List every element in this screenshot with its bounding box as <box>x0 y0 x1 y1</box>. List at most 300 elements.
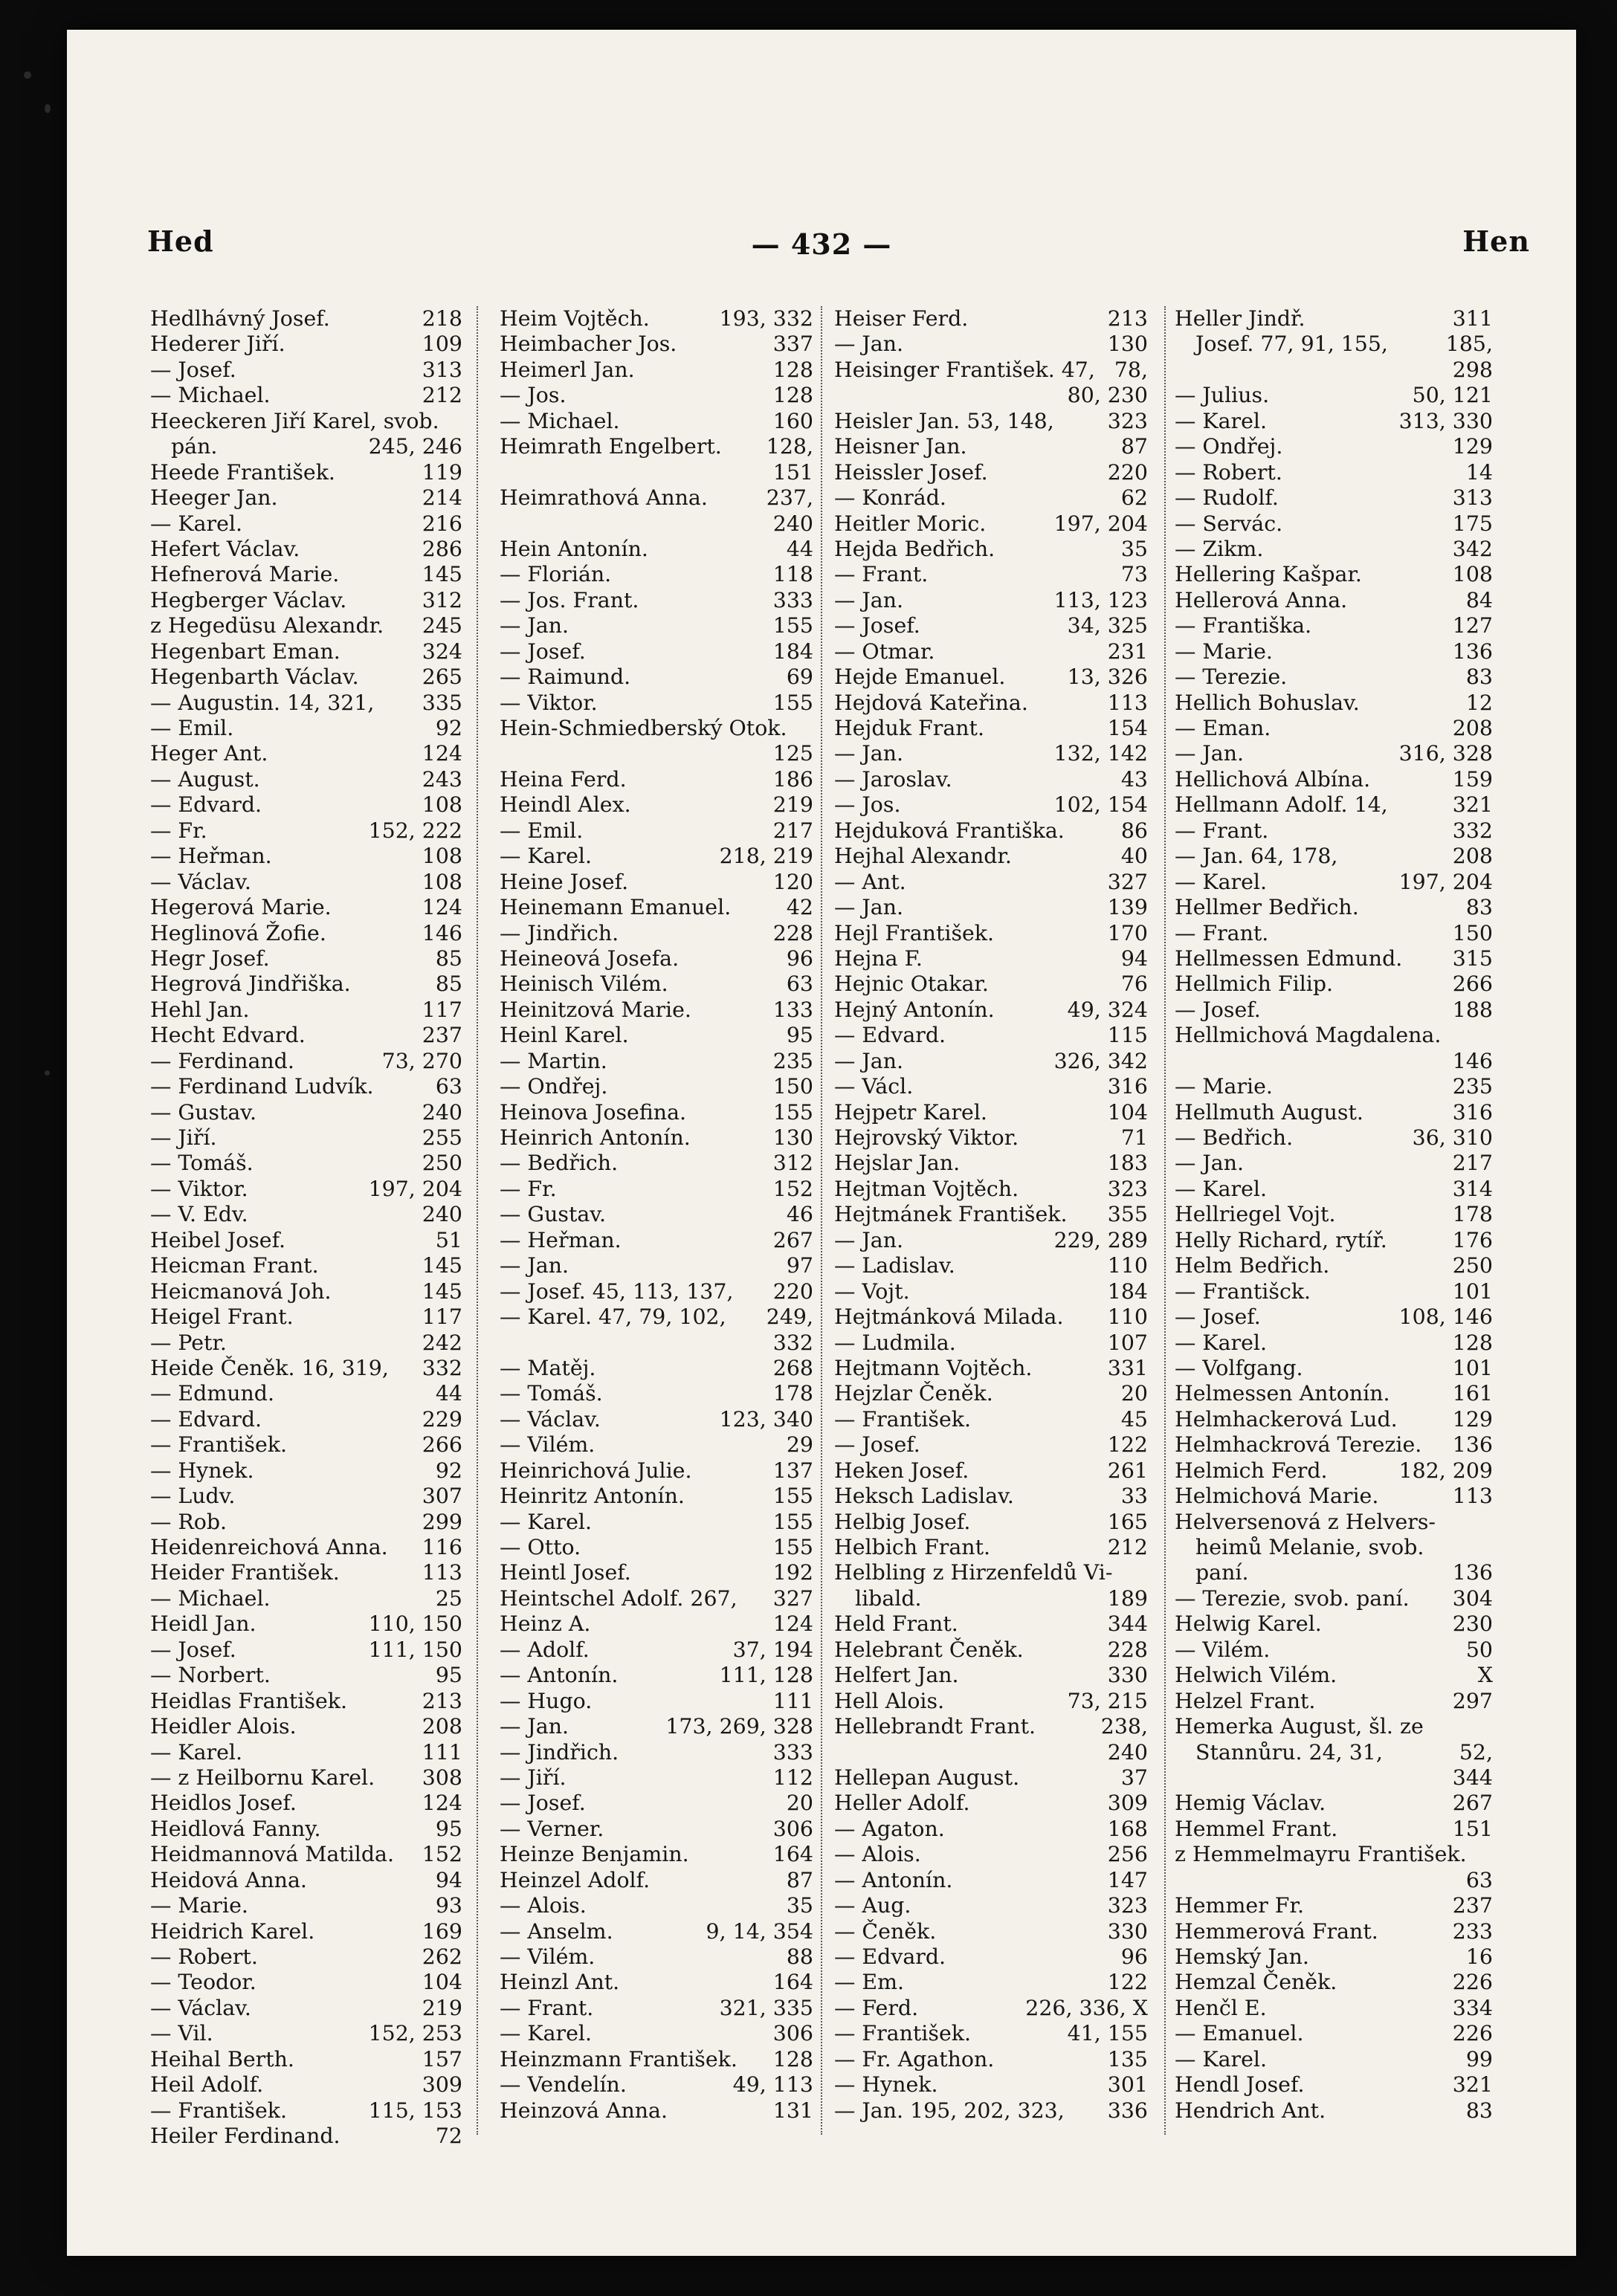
index-entry <box>500 613 813 638</box>
index-entry <box>500 383 813 408</box>
entry-name: Hellering Kašpar. <box>1175 562 1362 587</box>
index-entry <box>1175 537 1493 562</box>
index-entry <box>150 946 462 971</box>
index-entry <box>1175 511 1493 537</box>
index-entry <box>150 1817 462 1842</box>
index-entry <box>834 1458 1148 1484</box>
index-entry <box>1175 1177 1493 1202</box>
index-entry <box>1175 1228 1493 1253</box>
entry-pages: 313 <box>422 357 462 382</box>
entry-pages: 113, 123 <box>1053 587 1148 612</box>
index-entry <box>150 997 462 1023</box>
entry-name: Hegr Josef. <box>150 945 270 971</box>
index-entry <box>150 1944 462 1970</box>
entry-name: Helbich Frant. <box>834 1535 991 1559</box>
entry-name: Heinz A. <box>500 1611 591 1637</box>
index-entry <box>500 332 813 357</box>
entry-name: Heidová Anna. <box>150 1867 307 1892</box>
index-entry <box>834 1714 1148 1739</box>
entry-pages: 332 <box>1452 818 1493 843</box>
index-entry <box>500 639 813 664</box>
entry-pages: 154 <box>1107 716 1148 740</box>
index-entry <box>1175 1381 1493 1406</box>
entry-name: Heede František. <box>150 459 335 485</box>
index-entry <box>1175 332 1493 357</box>
index-entry <box>150 588 462 613</box>
entry-name: — Adolf. <box>500 1637 590 1662</box>
entry-pages: 115 <box>1107 1023 1148 1048</box>
index-entry <box>834 971 1148 997</box>
index-entry <box>834 1356 1148 1381</box>
entry-pages: 262 <box>422 1944 462 1969</box>
entry-name: Hellriegel Vojt. <box>1175 1202 1336 1227</box>
index-entry <box>150 1151 462 1176</box>
index-entry <box>1175 1049 1493 1074</box>
entry-pages: 13, 326 <box>1067 664 1148 690</box>
print-speck <box>24 71 31 79</box>
entry-pages: 298 <box>1452 357 1493 382</box>
index-entry <box>834 1560 1148 1585</box>
index-entry <box>150 1330 462 1356</box>
index-entry <box>1175 1458 1493 1484</box>
entry-pages: 20 <box>786 1791 813 1816</box>
entry-pages: 334 <box>1452 1995 1493 2020</box>
index-entry <box>1175 1586 1493 1611</box>
index-entry <box>1175 792 1493 818</box>
entry-pages: 182, 209 <box>1398 1458 1493 1483</box>
entry-name: Heeckeren Jiří Karel, svob. <box>150 408 439 433</box>
entry-pages: 316, 328 <box>1398 741 1493 766</box>
entry-pages: 173, 269, 328 <box>665 1714 813 1739</box>
entry-name: — Josef. <box>834 613 920 638</box>
entry-name: Heinritz Antonín. <box>500 1484 685 1509</box>
entry-name: Hellmichová Magdalena. <box>1175 1023 1442 1048</box>
entry-name: Helmich Ferd. <box>1175 1458 1328 1483</box>
index-entry <box>500 1381 813 1406</box>
print-speck <box>45 104 51 113</box>
entry-pages: 133 <box>772 997 813 1022</box>
entry-name: Heimbacher Jos. <box>500 332 677 357</box>
entry-pages: 96 <box>1120 1944 1148 1969</box>
index-entry <box>150 1432 462 1458</box>
entry-name: Heicmanová Joh. <box>150 1278 332 1304</box>
entry-pages: 297 <box>1452 1688 1493 1713</box>
index-entry <box>500 511 813 537</box>
entry-name: Heiler Ferdinand. <box>150 2124 340 2149</box>
entry-pages: 321 <box>1452 2072 1493 2098</box>
entry-name: — Vendelín. <box>500 2072 627 2098</box>
entry-pages: 316 <box>1452 1099 1493 1125</box>
entry-name: — Alois. <box>834 1842 921 1867</box>
entry-name: — Ladislav. <box>834 1253 955 1278</box>
entry-name: Heisinger František. 47, <box>834 357 1095 382</box>
entry-pages: 92 <box>435 1458 462 1483</box>
entry-name: Helwich Vilém. <box>1175 1663 1337 1688</box>
index-entry <box>834 946 1148 971</box>
entry-pages: 240 <box>1107 1739 1148 1765</box>
index-entry <box>1175 1996 1493 2021</box>
entry-name: Hellebrandt Frant. <box>834 1714 1036 1739</box>
index-entry <box>834 1842 1148 1867</box>
entry-name: — Karel. <box>150 1739 243 1765</box>
entry-name: Heinzel Adolf. <box>500 1867 651 1892</box>
entry-pages: 136 <box>1452 1432 1493 1458</box>
index-entry <box>150 1919 462 1944</box>
entry-name: Hejde Emanuel. <box>834 664 1006 690</box>
entry-name: — Agaton. <box>834 1816 945 1841</box>
entry-pages: 43 <box>1120 766 1148 792</box>
entry-name: Heina Ferd. <box>500 766 627 792</box>
entry-pages: 50, 121 <box>1412 383 1493 408</box>
entry-name: — Emil. <box>500 818 584 843</box>
index-entry <box>150 1125 462 1151</box>
entry-pages: 145 <box>422 1253 462 1278</box>
entry-pages: 186 <box>772 766 813 792</box>
index-entry <box>500 1868 813 1893</box>
entry-pages: 237, <box>766 485 813 511</box>
entry-name: Helebrant Čeněk. <box>834 1637 1024 1662</box>
entry-pages: 176 <box>1452 1227 1493 1252</box>
entry-name: Heidmannová Matilda. <box>150 1842 395 1867</box>
entry-pages: 333 <box>772 1739 813 1765</box>
entry-pages: 218 <box>422 306 462 331</box>
entry-name: Hell Alois. <box>834 1688 945 1713</box>
entry-pages: 327 <box>1107 869 1148 894</box>
entry-name: Hemmerová Frant. <box>1175 1918 1378 1944</box>
entry-name: — Karel. <box>1175 2046 1268 2072</box>
index-entry <box>1175 767 1493 792</box>
entry-pages: 160 <box>772 408 813 433</box>
entry-name: — František. <box>150 2098 287 2123</box>
entry-name: — Jan. <box>834 587 904 612</box>
entry-pages: 35 <box>786 1893 813 1918</box>
index-entry <box>150 691 462 716</box>
index-entry <box>1175 358 1493 383</box>
index-entry <box>834 1381 1148 1406</box>
index-entry <box>834 358 1148 383</box>
entry-name: Hejslar Jan. <box>834 1151 961 1176</box>
entry-name: — Verner. <box>500 1816 604 1841</box>
index-entry <box>834 1228 1148 1253</box>
index-entry <box>1175 485 1493 511</box>
entry-pages: 118 <box>772 562 813 587</box>
entry-name: — Volfgang. <box>1175 1355 1303 1380</box>
entry-pages: 306 <box>772 1816 813 1841</box>
index-entry <box>500 1151 813 1176</box>
entry-pages: 83 <box>1465 895 1493 920</box>
entry-name: Heintl Josef. <box>500 1560 631 1585</box>
entry-pages: 50 <box>1465 1637 1493 1662</box>
entry-name: — Jan. <box>1175 741 1245 766</box>
index-entry <box>150 767 462 792</box>
entry-pages: 146 <box>422 920 462 945</box>
entry-name: Heider František. <box>150 1560 340 1585</box>
index-entry <box>1175 613 1493 638</box>
entry-name: Heinze Benjamin. <box>500 1842 689 1867</box>
entry-pages: 124 <box>422 741 462 766</box>
entry-pages: 256 <box>1107 1842 1148 1867</box>
index-entry <box>150 1253 462 1278</box>
entry-name: Heimrath Engelbert. <box>500 434 722 459</box>
index-entry <box>500 1432 813 1458</box>
index-entry <box>150 1611 462 1637</box>
index-entry <box>150 1202 462 1227</box>
index-entry <box>150 2021 462 2046</box>
entry-name: — Karel. <box>500 2021 593 2046</box>
entry-pages: 219 <box>422 1995 462 2020</box>
index-entry <box>1175 844 1493 869</box>
entry-name: Heglinová Žofie. <box>150 920 326 945</box>
index-entry <box>500 664 813 690</box>
entry-pages: 44 <box>435 1381 462 1406</box>
entry-name: Hein-Schmiedberský Otok. <box>500 716 787 740</box>
entry-pages: 131 <box>772 2098 813 2123</box>
entry-pages: 268 <box>772 1355 813 1380</box>
index-entry <box>834 1817 1148 1842</box>
index-entry <box>834 485 1148 511</box>
index-entry <box>834 1432 1148 1458</box>
entry-name: — Aug. <box>834 1893 911 1918</box>
index-entry <box>1175 383 1493 408</box>
index-entry <box>834 2098 1148 2124</box>
entry-pages: 321, 335 <box>719 1995 813 2020</box>
entry-name: — Jos. Frant. <box>500 587 639 612</box>
entry-pages: 95 <box>435 1663 462 1688</box>
entry-pages: 152 <box>772 1176 813 1201</box>
index-entry <box>1175 1663 1493 1688</box>
entry-pages: 108 <box>1452 562 1493 587</box>
index-entry <box>1175 1919 1493 1944</box>
entry-pages: 128 <box>772 2046 813 2072</box>
entry-pages: 243 <box>422 766 462 792</box>
entry-name: — Servác. <box>1175 511 1283 536</box>
index-entry <box>500 1791 813 1816</box>
entry-name: — Bedřich. <box>1175 1125 1294 1150</box>
entry-name: Helbling z Hirzenfeldů Vi- <box>834 1560 1113 1585</box>
entry-name: Hemmel Frant. <box>1175 1816 1338 1841</box>
index-entry <box>1175 1611 1493 1637</box>
entry-pages: 129 <box>1452 434 1493 459</box>
entry-name: — Jan. 195, 202, 323, <box>834 2098 1065 2123</box>
entry-name: — Anselm. <box>500 1918 613 1944</box>
index-column-1 <box>150 306 462 2150</box>
entry-name: — Michael. <box>500 408 620 433</box>
entry-pages: 267 <box>772 1227 813 1252</box>
entry-name: Heidenreichová Anna. <box>150 1535 388 1559</box>
index-entry <box>500 946 813 971</box>
index-entry <box>150 613 462 638</box>
entry-pages: 151 <box>1452 1816 1493 1841</box>
entry-name: — Jiří. <box>150 1125 217 1150</box>
column-divider <box>477 306 478 2135</box>
index-entry <box>1175 1151 1493 1176</box>
index-entry <box>500 1817 813 1842</box>
entry-pages: 197, 204 <box>1398 869 1493 894</box>
index-entry <box>834 537 1148 562</box>
index-entry <box>150 1023 462 1048</box>
index-entry <box>834 332 1148 357</box>
entry-pages: 150 <box>772 1074 813 1099</box>
index-entry <box>1175 1510 1493 1535</box>
index-entry <box>1175 691 1493 716</box>
index-entry <box>1175 1535 1493 1560</box>
entry-pages: 85 <box>435 971 462 997</box>
index-entry <box>834 691 1148 716</box>
entry-name: — Josef. <box>500 1791 586 1816</box>
entry-name: Hemig Václav. <box>1175 1791 1326 1816</box>
entry-pages: 312 <box>422 587 462 612</box>
entry-name: Helmichová Marie. <box>1175 1484 1379 1509</box>
entry-pages: 342 <box>1452 536 1493 561</box>
entry-pages: 237 <box>422 1023 462 1048</box>
entry-pages: 330 <box>1107 1663 1148 1688</box>
entry-name: Hellepan August. <box>834 1765 1020 1790</box>
entry-name: Hedlhávný Josef. <box>150 306 330 331</box>
index-entry <box>500 1714 813 1739</box>
entry-name: — Jan. <box>834 895 904 920</box>
entry-pages: 110, 150 <box>368 1611 462 1637</box>
entry-name: Heinova Josefina. <box>500 1099 687 1125</box>
index-entry <box>150 1535 462 1560</box>
index-entry <box>150 1356 462 1381</box>
index-entry <box>150 971 462 997</box>
entry-name: Hejl František. <box>834 920 995 945</box>
entry-pages: 344 <box>1107 1611 1148 1637</box>
entry-pages: 228 <box>772 920 813 945</box>
entry-name: Helwig Karel. <box>1175 1611 1322 1637</box>
index-entry <box>1175 1125 1493 1151</box>
entry-name: — Vilém. <box>500 1944 596 1969</box>
entry-pages: 336 <box>1107 2098 1148 2123</box>
entry-name: — Václav. <box>150 1995 251 2020</box>
entry-name: Hemmer Fr. <box>1175 1893 1304 1918</box>
index-entry <box>150 1279 462 1304</box>
index-entry <box>500 1049 813 1074</box>
entry-name: Helmhackerová Lud. <box>1175 1406 1398 1432</box>
entry-name: Heinemann Emanuel. <box>500 895 732 920</box>
index-entry <box>1175 1407 1493 1432</box>
entry-name: Hefert Václav. <box>150 536 300 561</box>
index-entry <box>500 485 813 511</box>
index-entry <box>150 1970 462 1995</box>
entry-name: Heim Vojtěch. <box>500 306 650 331</box>
entry-name: Hederer Jiří. <box>150 332 285 357</box>
index-entry <box>1175 1791 1493 1816</box>
entry-pages: 299 <box>422 1509 462 1534</box>
index-entry <box>1175 2047 1493 2072</box>
entry-pages: 62 <box>1120 485 1148 511</box>
index-entry <box>150 1560 462 1585</box>
entry-name: — Jan. <box>834 1048 904 1073</box>
index-entry <box>500 2047 813 2072</box>
index-entry <box>1175 1740 1493 1765</box>
entry-pages: 220 <box>772 1278 813 1304</box>
entry-pages: 152, 253 <box>368 2021 462 2046</box>
index-entry <box>1175 2072 1493 2098</box>
index-entry <box>834 1023 1148 1048</box>
index-entry <box>150 1177 462 1202</box>
entry-pages: 152, 222 <box>368 818 462 843</box>
entry-pages: 115, 153 <box>368 2098 462 2123</box>
entry-pages: 80, 230 <box>1067 383 1148 408</box>
index-entry <box>1175 716 1493 741</box>
entry-pages: 189 <box>1107 1585 1148 1611</box>
entry-name: Heicman Frant. <box>150 1253 319 1278</box>
index-entry <box>150 921 462 946</box>
entry-name: Heintschel Adolf. 267, <box>500 1585 738 1611</box>
entry-pages: 9, 14, 354 <box>706 1918 813 1944</box>
entry-name: Hejtmann Vojtěch. <box>834 1355 1033 1380</box>
entry-name: — V. Edv. <box>150 1202 248 1227</box>
entry-name: — Marie. <box>150 1893 248 1918</box>
entry-name: — Antonín. <box>500 1663 619 1688</box>
index-entry <box>834 870 1148 895</box>
index-entry <box>834 409 1148 434</box>
entry-name: Hejtmánková Milada. <box>834 1304 1064 1330</box>
entry-name: — Fr. <box>500 1176 557 1201</box>
entry-pages: 155 <box>772 690 813 715</box>
entry-name: — Vojt. <box>834 1278 910 1304</box>
entry-name: — Karel. <box>1175 408 1268 433</box>
index-entry <box>1175 1432 1493 1458</box>
entry-name: Heinzl Ant. <box>500 1970 620 1995</box>
index-entry <box>500 1611 813 1637</box>
index-column-2 <box>500 306 813 2124</box>
entry-pages: 323 <box>1107 1176 1148 1201</box>
entry-name: — Josef. <box>500 638 586 664</box>
entry-pages: 332 <box>772 1330 813 1355</box>
entry-name: — Matěj. <box>500 1355 596 1380</box>
entry-name: Helmhackrová Terezie. <box>1175 1432 1422 1458</box>
entry-pages: 226 <box>1452 1970 1493 1995</box>
entry-name: — Karel. <box>500 844 593 869</box>
entry-name: Hejzlar Čeněk. <box>834 1381 993 1406</box>
entry-name: Hegberger Václav. <box>150 587 347 612</box>
entry-name: Heisner Jan. <box>834 434 967 459</box>
entry-name: pán. <box>171 434 218 459</box>
entry-pages: 145 <box>422 1278 462 1304</box>
entry-name: — Hynek. <box>150 1458 254 1483</box>
entry-name: Hellichová Albína. <box>1175 766 1371 792</box>
column-divider <box>821 306 822 2135</box>
index-entry <box>150 1791 462 1816</box>
entry-pages: 155 <box>772 1509 813 1534</box>
index-entry <box>834 588 1148 613</box>
index-entry <box>500 460 813 485</box>
entry-pages: 233 <box>1452 1918 1493 1944</box>
entry-name: — Václ. <box>834 1074 914 1099</box>
entry-name: Hefnerová Marie. <box>150 562 340 587</box>
entry-name: Heken Josef. <box>834 1458 969 1483</box>
entry-pages: 111, 150 <box>368 1637 462 1662</box>
entry-pages: 37, 194 <box>732 1637 813 1662</box>
entry-name: Hemerka August, šl. ze <box>1175 1714 1424 1739</box>
index-entry <box>500 1202 813 1227</box>
entry-name: — Julius. <box>1175 383 1270 408</box>
entry-name: — Ferd. <box>834 1995 919 2020</box>
index-entry <box>1175 1689 1493 1714</box>
entry-name: Heidlas František. <box>150 1688 347 1713</box>
index-entry <box>150 1049 462 1074</box>
entry-pages: 49, 324 <box>1067 997 1148 1022</box>
entry-pages: 161 <box>1452 1381 1493 1406</box>
index-entry <box>834 1253 1148 1278</box>
entry-pages: 306 <box>772 2021 813 2046</box>
entry-pages: 178 <box>772 1381 813 1406</box>
index-entry <box>1175 1868 1493 1893</box>
entry-name: — Ondřej. <box>1175 434 1283 459</box>
entry-pages: 52, <box>1459 1739 1493 1765</box>
